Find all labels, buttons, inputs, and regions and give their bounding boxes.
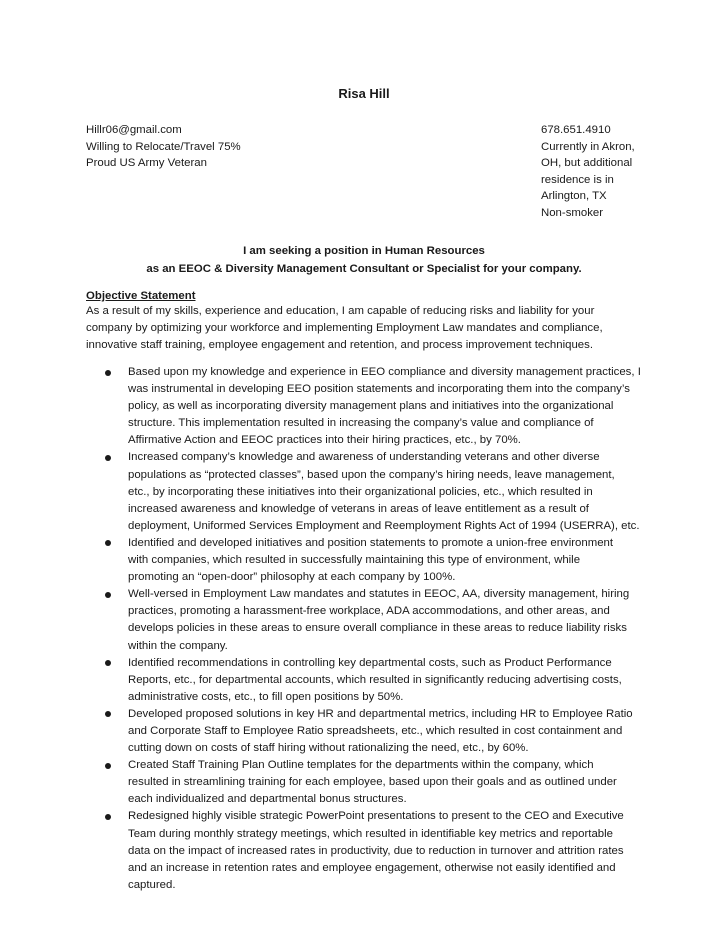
bullet-line: and an increase in retention rates and employee engagement, otherwise not easily identified and: [128, 861, 616, 874]
bullet-line: etc., by incorporating these initiatives into their organizational policies, etc., which resulted in: [128, 485, 593, 498]
seeking-line: I am seeking a position in Human Resources: [243, 245, 485, 257]
bullet-line: Created Staff Training Plan Outline templates for the departments within the company, which: [128, 759, 594, 772]
bullet-line: with companies, which resulted in successfully maintaining this type of environment, while: [128, 554, 581, 567]
seeking-line: as an EEOC & Diversity Management Consultant or Specialist for your company.: [146, 262, 582, 275]
bullet-line: Well-versed in Employment Law mandates and statutes in EEOC, AA, diversity management, hiring: [128, 588, 630, 601]
bullet-line: Identified and developed initiatives and position statements to promote a union-free environment: [128, 536, 614, 549]
candidate-name: Risa Hill: [338, 86, 390, 101]
contact-info-left: [86, 122, 241, 172]
bullet-line: data on the impact of increased rates in productivity, due to reduction in turnover and attrition rates: [128, 844, 624, 857]
bullet-line: Developed proposed solutions in key HR and departmental metrics, including HR to Employee Ratio: [128, 707, 633, 720]
bullet-icon: [105, 540, 111, 546]
bullet-line: policy, as well as incorporating diversity management plans and initiatives into the organizational: [128, 400, 614, 413]
bullet-line: Based upon my knowledge and experience in EEO compliance and diversity management practices, I: [128, 366, 641, 378]
list-item: [86, 706, 646, 757]
bullet-line: cutting down on costs of staff hiring without rationalizing the need, etc., by 60%.: [128, 742, 529, 755]
bullet-icon: [105, 592, 111, 598]
phone: 678.651.4910: [541, 124, 611, 136]
objective-line: As a result of my skills, experience and education, I am capable of reducing risks and liability for your: [86, 305, 595, 317]
list-item: [86, 757, 646, 808]
bullet-line: structure. This implementation resulted in increasing the company’s value and compliance of: [128, 417, 594, 430]
bullet-line: populations as “protected classes”, based upon the company’s hiring needs, leave management,: [128, 468, 615, 481]
list-item: [86, 449, 646, 534]
location-line-4: Arlington, TX: [541, 190, 607, 202]
list-item: [86, 655, 646, 706]
bullet-icon: [105, 711, 111, 717]
email: Hillr06@gmail.com: [86, 124, 182, 136]
location-line-2: OH, but additional: [541, 157, 633, 169]
list-item: [86, 364, 646, 449]
bullet-line: within the company.: [128, 639, 228, 652]
bullet-line: promoting an “open-door” philosophy at each company by 100%.: [128, 571, 456, 584]
bullet-line: and Corporate Staff to Employee Ratio spreadsheets, etc., which resulted in cost containment and: [128, 724, 623, 737]
bullet-icon: [105, 763, 111, 769]
bullet-icon: [105, 370, 111, 376]
bullet-line: administrative costs, etc., to fill open positions by 50%.: [128, 690, 404, 703]
achievements-list: [86, 364, 646, 894]
bullet-line: Team during monthly strategy meetings, which resulted in identifiable key metrics and reportable: [128, 827, 613, 840]
bullet-line: Reports, etc., for departmental accounts, which resulted in significantly reducing advertising costs,: [128, 673, 622, 686]
list-item: [86, 586, 646, 654]
objective-line: innovative staff training, employee engagement and retention, and process improvement techniques.: [86, 339, 593, 351]
contact-info-right: [541, 122, 651, 221]
bullet-line: each individualized and departmental bonus structures.: [128, 793, 407, 806]
bullet-line: practices, promoting a harassment-free workplace, ADA accommodations, and other areas, and: [128, 605, 610, 618]
bullet-icon: [105, 814, 111, 820]
location-line-3: residence is in: [541, 173, 614, 186]
bullet-line: Increased company’s knowledge and awareness of understanding veterans and other diverse: [128, 451, 600, 464]
bullet-line: develops policies in these areas to ensure overall compliance in these areas to reduce liability risks: [128, 622, 627, 635]
bullet-line: captured.: [128, 878, 176, 891]
objective-heading: Objective Statement: [86, 290, 196, 302]
bullet-line: deployment, Uniformed Services Employment and Reemployment Rights Act of 1994 (USERRA), etc.: [128, 519, 640, 532]
bullet-line: Identified recommendations in controlling key departmental costs, such as Product Performance: [128, 656, 612, 669]
position-sought: [86, 243, 642, 278]
relocation-note: Willing to Relocate/Travel 75%: [86, 140, 241, 153]
list-item: [86, 808, 646, 893]
objective-line: company by optimizing your workforce and implementing Employment Law mandates and compliance,: [86, 322, 603, 334]
smoker-status: Non-smoker: [541, 206, 604, 219]
bullet-line: was instrumental in developing EEO position statements and incorporating them into the company’s: [128, 383, 630, 396]
location-line-1: Currently in Akron,: [541, 140, 635, 153]
bullet-line: Redesigned highly visible strategic PowerPoint presentations to present to the CEO and Executive: [128, 810, 624, 823]
bullet-icon: [105, 660, 111, 666]
list-item: [86, 535, 646, 586]
objective-statement: [86, 303, 603, 354]
bullet-line: increased awareness and knowledge of veterans in areas of leave entitlement as a result of: [128, 502, 589, 515]
veteran-note: Proud US Army Veteran: [86, 157, 207, 169]
bullet-icon: [105, 455, 111, 461]
bullet-line: Affirmative Action and EEOC practices into their hiring practices, etc., by 70%.: [128, 434, 521, 447]
bullet-line: resulted in streamlining training for each employee, based upon their goals and as outlined under: [128, 776, 617, 789]
